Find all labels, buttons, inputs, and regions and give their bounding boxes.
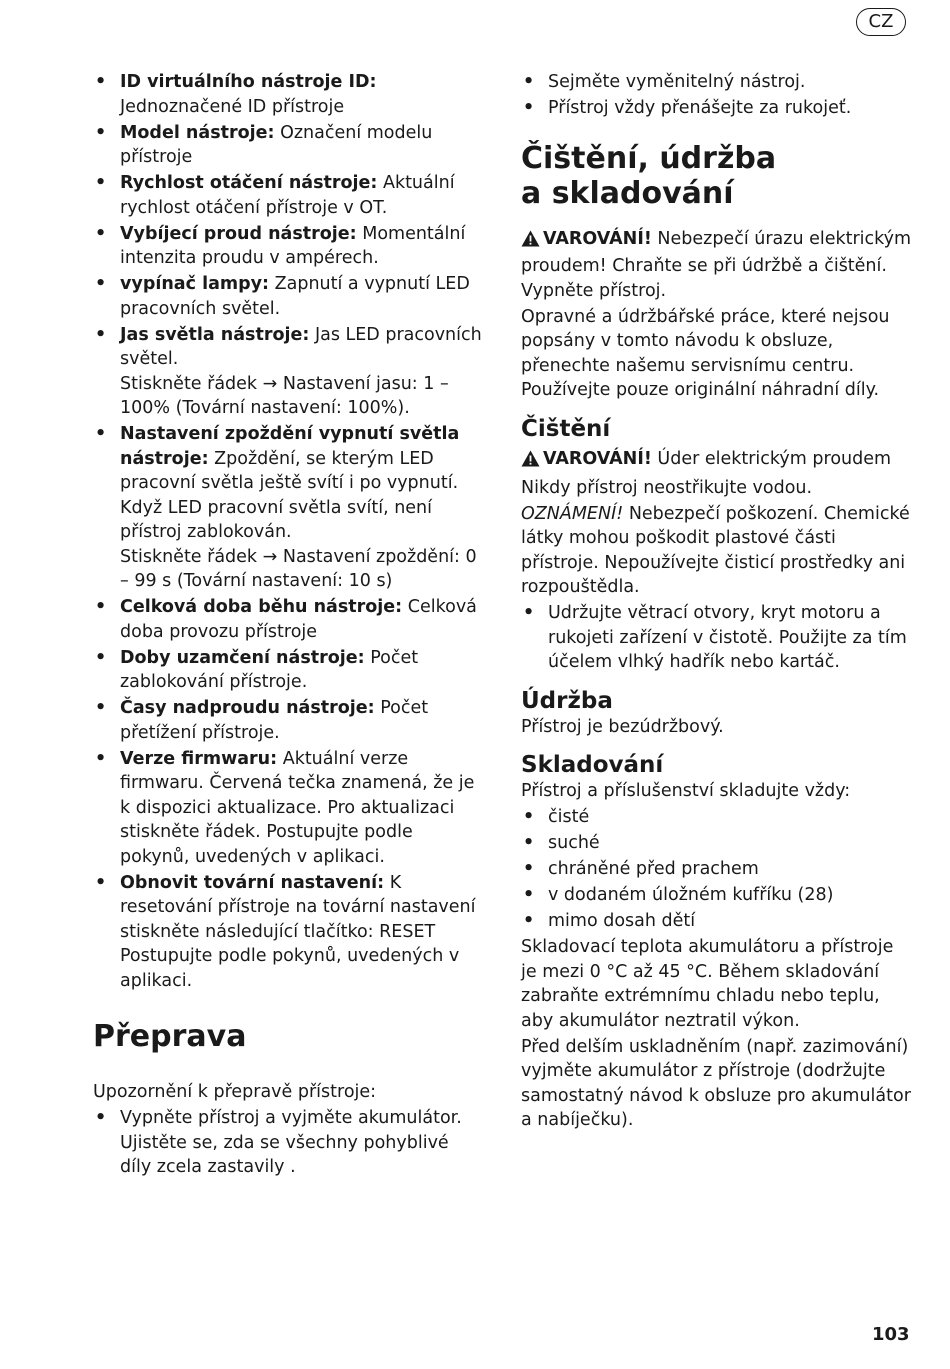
settings-item [93,70,485,119]
settings-item-label: Doby uzamčení nástroje: [120,647,365,668]
language-badge: CZ [856,8,906,36]
settings-item [93,595,485,644]
settings-item [93,646,485,695]
list-item: • Udržujte větrací otvory, kryt motoru a rukojeti zařízení v čistotě. Použijte za tím účelem vlhký hadřík nebo kartáč. [521,601,913,675]
cleaning-warning [521,447,913,475]
settings-item-text: Jas LED pracovních světel. [120,324,482,369]
settings-item-text: Celková doba provozu přístroje [120,597,477,642]
warning-label: VAROVÁNÍ! [543,228,652,249]
settings-item-text: Označení modelu přístroje [120,122,433,167]
warning-text: Úder elektrickým proudem [657,448,892,469]
transport-list [93,1106,485,1180]
warning-triangle-icon [521,450,543,475]
settings-item-label: Vybíjecí proud nástroje: [120,223,357,244]
settings-item-label: Verze firmwaru: [120,748,278,769]
settings-item-label: vypínač lampy: [120,274,270,294]
notice-label: OZNÁMENÍ! [521,503,624,524]
settings-item-label: Celková doba běhu nástroje: [120,597,403,617]
cleaning-water: Nikdy přístroj neostřikujte vodou. [521,477,813,498]
settings-item-label: Obnovit tovární nastavení: [120,872,385,893]
settings-item [93,171,485,220]
maintenance-text: Přístroj je bezúdržbový. [521,716,724,737]
settings-item [93,323,485,421]
warning-electric [521,227,913,304]
settings-item [93,871,485,994]
settings-item [93,696,485,745]
warning-label: VAROVÁNÍ! [543,448,652,469]
settings-item-text: Zapnutí a vypnutí LED pracovních světel. [120,274,470,319]
settings-item-text: Aktuální rychlost otáčení přístroje v OT. [120,173,455,218]
storage-heading: Skladování [521,752,664,778]
cleaning-notice [521,502,913,600]
settings-item [93,222,485,271]
settings-item [93,272,485,321]
list-item: • v dodaném úložném kufříku (28) [521,883,913,908]
storage-temperature-text: Skladovací teplota akumulátoru a přístroje je mezi 0 °C až 45 °C. Během skladování zabraňte extrémnímu chladu nebo teplu, aby akumulátor neztratil výkon. [521,937,894,1031]
settings-item-label: Nastavení zpoždění vypnutí světla nástroje: [120,424,460,469]
settings-item-note: Stiskněte řádek → Nastavení zpoždění: 0 – 99 s (Tovární nastavení: 10 s) [120,546,477,591]
maintenance-heading: Údržba [521,687,613,714]
settings-item [93,422,485,594]
list-item: • Přístroj vždy přenášejte za rukojeť. [521,96,913,121]
settings-item-text: Aktuální verze firmwaru. Červená tečka znamená, že je k dispozici aktualizace. Pro aktualizaci stiskněte řádek. Postupujte podle pokynů, uvedených v aplikaci. [120,748,475,867]
right-column [521,70,913,1134]
transport-heading: Přeprava [93,1019,247,1054]
left-column [93,70,485,1181]
main-heading-line1: Čištění, údržba [521,140,777,176]
settings-item-text: K resetování přístroje na tovární nastavení stiskněte následující tlačítko: RESET [120,872,476,942]
repair-text: Opravné a údržbářské práce, které nejsou popsány v tomto návodu k obsluze, přenechte našemu servisnímu centru. Používejte pouze originální náhradní díly. [521,306,890,400]
storage-intro: Přístroj a příslušenství skladujte vždy: [521,781,851,801]
settings-item-label: ID virtuálního nástroje ID: [120,72,377,92]
list-item: • chráněné před prachem [521,857,913,882]
warning-triangle-icon [521,230,543,255]
handling-list [521,70,913,121]
settings-item-label: Model nástroje: [120,122,275,143]
cleaning-heading: Čištění [521,415,611,442]
settings-item [93,747,485,870]
page-number: 103 [872,1324,910,1345]
settings-item-text: Počet přetížení přístroje. [120,698,429,743]
transport-intro: Upozornění k přepravě přístroje: [93,1082,377,1102]
cleaning-list [521,601,913,675]
list-item: • mimo dosah dětí [521,909,913,934]
list-item: • suché [521,831,913,856]
settings-item [93,121,485,170]
settings-item-text: Počet zablokování přístroje. [120,647,419,692]
settings-item-text: Zpoždění, se kterým LED pracovní světla ještě svítí i po vypnutí. Když LED pracovní světla svítí, není přístroj zablokován. [120,448,459,542]
warning-text: Nebezpečí úrazu elektrickým proudem! Chraňte se při údržbě a čištění. Vypněte přístroj. [521,228,912,301]
main-heading-line2: a skladování [521,175,734,211]
settings-item-label: Jas světla nástroje: [120,324,310,345]
settings-item-text: Momentální intenzita proudu v ampérech. [120,223,466,268]
storage-list [521,805,913,934]
storage-winter-text: Před delším uskladněním (např. zazimování) vyjměte akumulátor z přístroje (dodržujte samostatný návod k obsluze pro akumulátor a nabíječku). [521,1036,911,1130]
notice-text: Nebezpečí poškození. Chemické látky mohou poškodit plastové části přístroje. Nepoužívejte čisticí prostředky ani rozpouštědla. [521,503,910,597]
settings-item-note: Stiskněte řádek → Nastavení jasu: 1 – 100% (Tovární nastavení: 100%). [120,373,449,418]
settings-item-text: Jednoznačené ID přístroje [120,96,345,117]
settings-list [93,70,485,993]
settings-item-label: Rychlost otáčení nástroje: [120,173,378,193]
list-item: • čisté [521,805,913,830]
settings-item-note: Postupujte podle pokynů, uvedených v aplikaci. [120,946,460,991]
main-heading [521,141,913,211]
list-item: • Sejměte vyměnitelný nástroj. [521,70,913,95]
list-item: • Vypněte přístroj a vyjměte akumulátor. Ujistěte se, zda se všechny pohyblivé díly zcela zastavily . [93,1106,485,1180]
settings-item-label: Časy nadproudu nástroje: [120,698,375,718]
